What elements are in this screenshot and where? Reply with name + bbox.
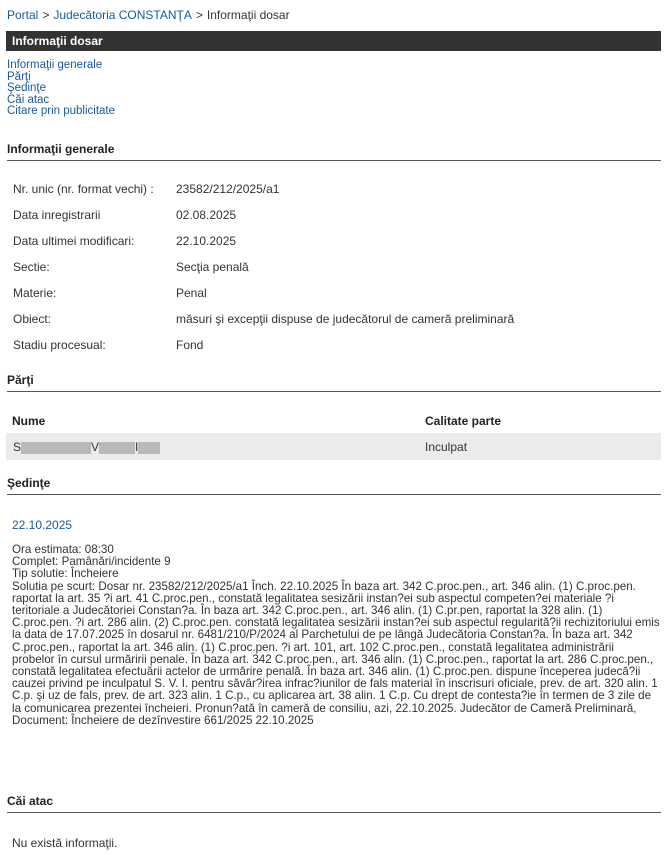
section-heading-informatii-generale: Informaţii generale (7, 142, 661, 161)
redaction-block (99, 442, 135, 454)
breadcrumb-separator: > (195, 8, 203, 22)
section-heading-sedinte: Şedinţe (7, 476, 661, 495)
breadcrumb-court-link[interactable]: Judecătoria CONSTANŢA (53, 8, 192, 22)
party-calitate: Inculpat (425, 440, 468, 454)
solutie-line: Document: Încheiere de dezînvestire 661/2025 22.10.2025 (12, 713, 314, 727)
info-row-data-inregistrarii (13, 208, 236, 222)
solutie-line: cauzei privind pe inculpatul S. V. I. pentru săvâr?irea infrac?iunilor de fals material în inscrisuri oficiale, prev. de art. 320 alin. 1 (12, 677, 658, 691)
solutie-line: teritoriale a Judecătoriei Constan?a. În baza art. 342 C.proc.pen., art. 346 alin. (1) C.pr.pen, raportat la 328 alin. (1) (12, 604, 603, 618)
breadcrumb-portal-link[interactable]: Portal (7, 8, 39, 22)
info-value: 23582/212/2025/a1 (176, 182, 280, 196)
party-name (13, 440, 160, 454)
info-label: Nr. unic (nr. format vechi) : (13, 182, 154, 196)
sedinta-complet: Complet: Pamânări/incidente 9 (12, 555, 171, 569)
info-label: Data inregistrarii (13, 208, 101, 222)
info-row-materie (13, 286, 207, 300)
info-label: Sectie: (13, 260, 50, 274)
info-value: Penal (176, 286, 207, 300)
solutie-line: C.proc.pen., raportat la art. 346 alin. (1) C.proc.pen. ?i art. 101, art. 102 C.proc.pen., constată legalitatea administrării (12, 640, 614, 654)
info-row-nr-unic (13, 182, 279, 196)
section-heading-cai-atac: Căi atac (7, 794, 661, 813)
nav-link-informatii-generale[interactable]: Informaţii generale (7, 59, 103, 71)
nav-link-citare-publicitate[interactable]: Citare prin publicitate (7, 105, 116, 118)
sedinta-ora: Ora estimata: 08:30 (12, 543, 114, 556)
info-value: Fond (176, 338, 204, 352)
info-label: Materie: (13, 286, 57, 300)
info-value: Secţia penală (176, 260, 249, 274)
solutie-line: C.proc.pen. ?i art. 286 alin. (2) C.proc.pen. constată legalitatea sesizării instan?ei sub aspectul regularită?ii rechizitoriului emis (12, 616, 660, 630)
info-label: Data ultimei modificari: (13, 234, 135, 248)
page-title: Informaţii dosar (6, 31, 661, 51)
solutie-line: raportat la art. 35 ?i art. 41 C.proc.pen., constată legalitatea sesizării instan?ei sub aspectul competen?ei materiale ?i (12, 591, 614, 605)
table-row (6, 433, 661, 460)
party-name-initial: V (91, 440, 100, 454)
nav-link-cai-atac[interactable]: Căi atac (7, 93, 50, 106)
nav-link-sedinte[interactable]: Şedinţe (7, 82, 47, 95)
party-name-initial: I (135, 440, 139, 454)
column-header-nume: Nume (12, 414, 46, 428)
party-name-initial: S (13, 440, 22, 454)
breadcrumb-separator: > (42, 8, 50, 22)
breadcrumb (7, 8, 290, 22)
info-value: 22.10.2025 (176, 234, 237, 248)
sedinta-tip-solutie: Tip solutie: Încheiere (12, 567, 119, 581)
nav-link-parti[interactable]: Părţi (7, 70, 31, 83)
redaction-block (138, 442, 160, 454)
section-heading-parti: Părţi (7, 373, 661, 392)
redaction-block (21, 442, 91, 454)
info-value: 02.08.2025 (176, 208, 237, 222)
solutie-line: C.p. şi uz de fals, prev. de art. 323 alin. 1 C.p., cu aplicarea art. 38 alin. 1 C.p. Cu drept de contesta?ie în termen de 3 zile de (12, 689, 652, 703)
column-header-calitate: Calitate parte (425, 414, 502, 428)
solutie-line: la data de 17.07.2025 în dosarul nr. 6481/210/P/2024 al Parchetului de pe lângă Judecătoria Constan?a. În baza art. 342 (12, 628, 633, 642)
info-row-stadiu-procesual (13, 338, 203, 352)
solutie-line: constată legalitatea efectuării actelor de urmărire penală. În baza art. 346 alin. (1) C.proc.pen. dispune începerea judecă?ii (12, 665, 641, 679)
info-label: Obiect: (13, 312, 52, 326)
breadcrumb-current: Informaţii dosar (206, 8, 290, 22)
section-nav (7, 60, 115, 118)
solutie-line: probelor în cursul urmăririi penale. În baza art. 342 C.proc.pen., art. 346 alin. (1) C.proc.pen., raportat la art. 286 C.proc.pen., (12, 652, 654, 666)
info-row-sectie (13, 260, 249, 274)
sedinta-date: 22.10.2025 (12, 518, 73, 532)
solutie-line: la comunicarea prezentei încheieri. Pronun?ată în cameră de consiliu, azi, 22.10.2025. Judecător de Cameră Preliminară, (12, 701, 637, 715)
info-value: măsuri şi excepţii dispuse de judecătorul de cameră preliminară (176, 312, 515, 326)
cai-atac-empty-message: Nu există informaţii. (12, 836, 118, 850)
info-row-obiect (13, 312, 514, 326)
solutie-line: Solutia pe scurt: Dosar nr. 23582/212/2025/a1 Înch. 22.10.2025 În baza art. 342 C.proc.pen., art. 346 alin. (1) C.proc.pen. (12, 579, 636, 593)
info-row-data-modificari (13, 234, 236, 248)
info-label: Stadiu procesual: (13, 338, 106, 352)
sedinta-details (12, 543, 660, 727)
